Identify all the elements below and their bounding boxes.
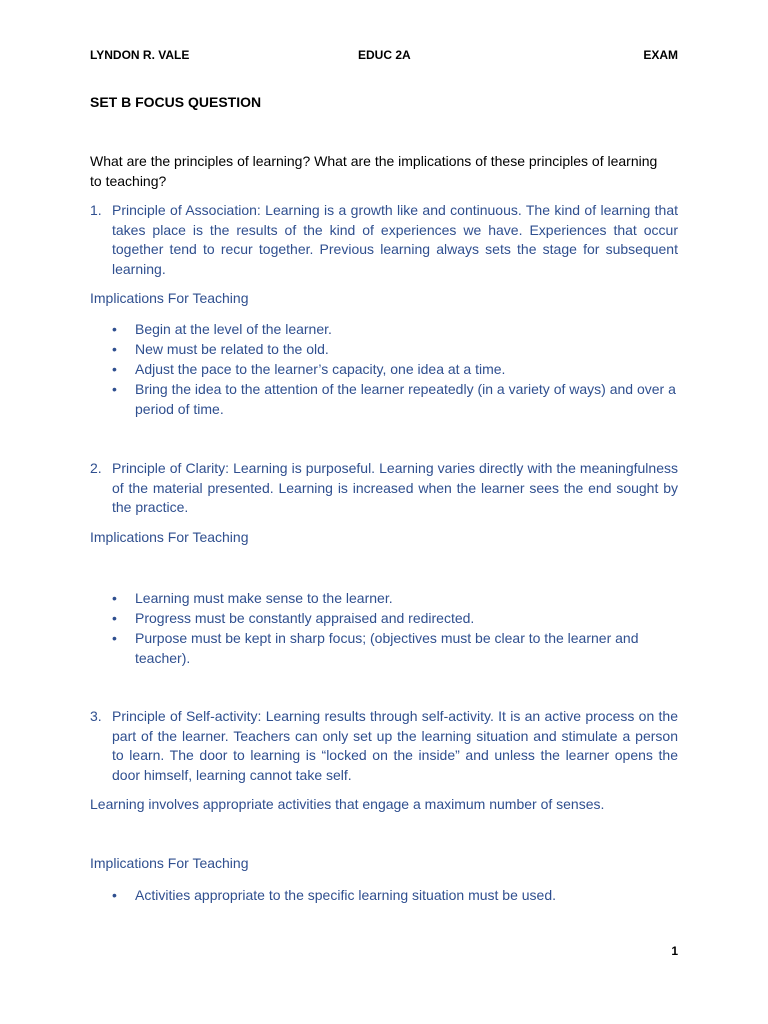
bullet-icon: • xyxy=(112,590,117,606)
list-item: • Purpose must be kept in sharp focus; (objectives must be clear to the learner and teacher). xyxy=(112,630,639,666)
list-item: • Begin at the level of the learner. xyxy=(112,321,332,337)
bullet-icon: • xyxy=(112,341,117,357)
implications-list-3 xyxy=(112,885,678,905)
principle-3-text: Principle of Self-activity: Learning results through self-activity. It is an active process on the part of the learner. Teachers can only set up the learning situation and stimulate a person to learn. The door to learning is “locked on the inside” and unless the learner opens the door himself, learning cannot take self. xyxy=(112,708,678,783)
implications-heading-2: Implications For Teaching xyxy=(90,529,249,545)
document-type: EXAM xyxy=(643,48,678,62)
author-name: LYNDON R. VALE xyxy=(90,48,190,62)
course-code: EDUC 2A xyxy=(358,48,411,62)
list-item: • Activities appropriate to the specific learning situation must be used. xyxy=(112,887,557,903)
list-item: • Progress must be constantly appraised and redirected. xyxy=(112,610,475,626)
principle-3 xyxy=(90,707,678,785)
implications-list-2 xyxy=(112,588,678,668)
principle-1 xyxy=(90,201,678,279)
bullet-icon: • xyxy=(112,361,117,377)
principle-2 xyxy=(90,459,678,518)
principle-1-number: 1. xyxy=(90,202,102,218)
implications-heading-1: Implications For Teaching xyxy=(90,290,249,306)
page-title: SET B FOCUS QUESTION xyxy=(90,94,262,110)
list-item: • Bring the idea to the attention of the learner repeatedly (in a variety of ways) and over a period of time. xyxy=(112,381,676,417)
implications-list-1 xyxy=(112,319,678,419)
focus-question: What are the principles of learning? What are the implications of these principles of learning to teaching? xyxy=(90,153,658,189)
principle-3-number: 3. xyxy=(90,708,102,724)
bullet-icon: • xyxy=(112,610,117,626)
bullet-icon: • xyxy=(112,887,117,903)
bullet-icon: • xyxy=(112,630,117,646)
page-number: 1 xyxy=(671,944,678,958)
principle-1-text: Principle of Association: Learning is a growth like and continuous. The kind of learning that takes place is the results of the kind of experiences we have. Experiences that occur together tend to recur together. Previous learning always sets the stage for subsequent learning. xyxy=(112,202,678,277)
principle-2-number: 2. xyxy=(90,460,102,476)
bullet-icon: • xyxy=(112,321,117,337)
list-item: • Learning must make sense to the learner. xyxy=(112,590,393,606)
implications-heading-3: Implications For Teaching xyxy=(90,855,249,871)
bullet-icon: • xyxy=(112,381,117,397)
list-item: • Adjust the pace to the learner’s capacity, one idea at a time. xyxy=(112,361,506,377)
principle-2-text: Principle of Clarity: Learning is purposeful. Learning varies directly with the meaningfulness of the material presented. Learning is increased when the learner sees the end sought by the practice. xyxy=(112,460,678,515)
learning-involves-text: Learning involves appropriate activities that engage a maximum number of senses. xyxy=(90,796,605,812)
list-item: • New must be related to the old. xyxy=(112,341,329,357)
